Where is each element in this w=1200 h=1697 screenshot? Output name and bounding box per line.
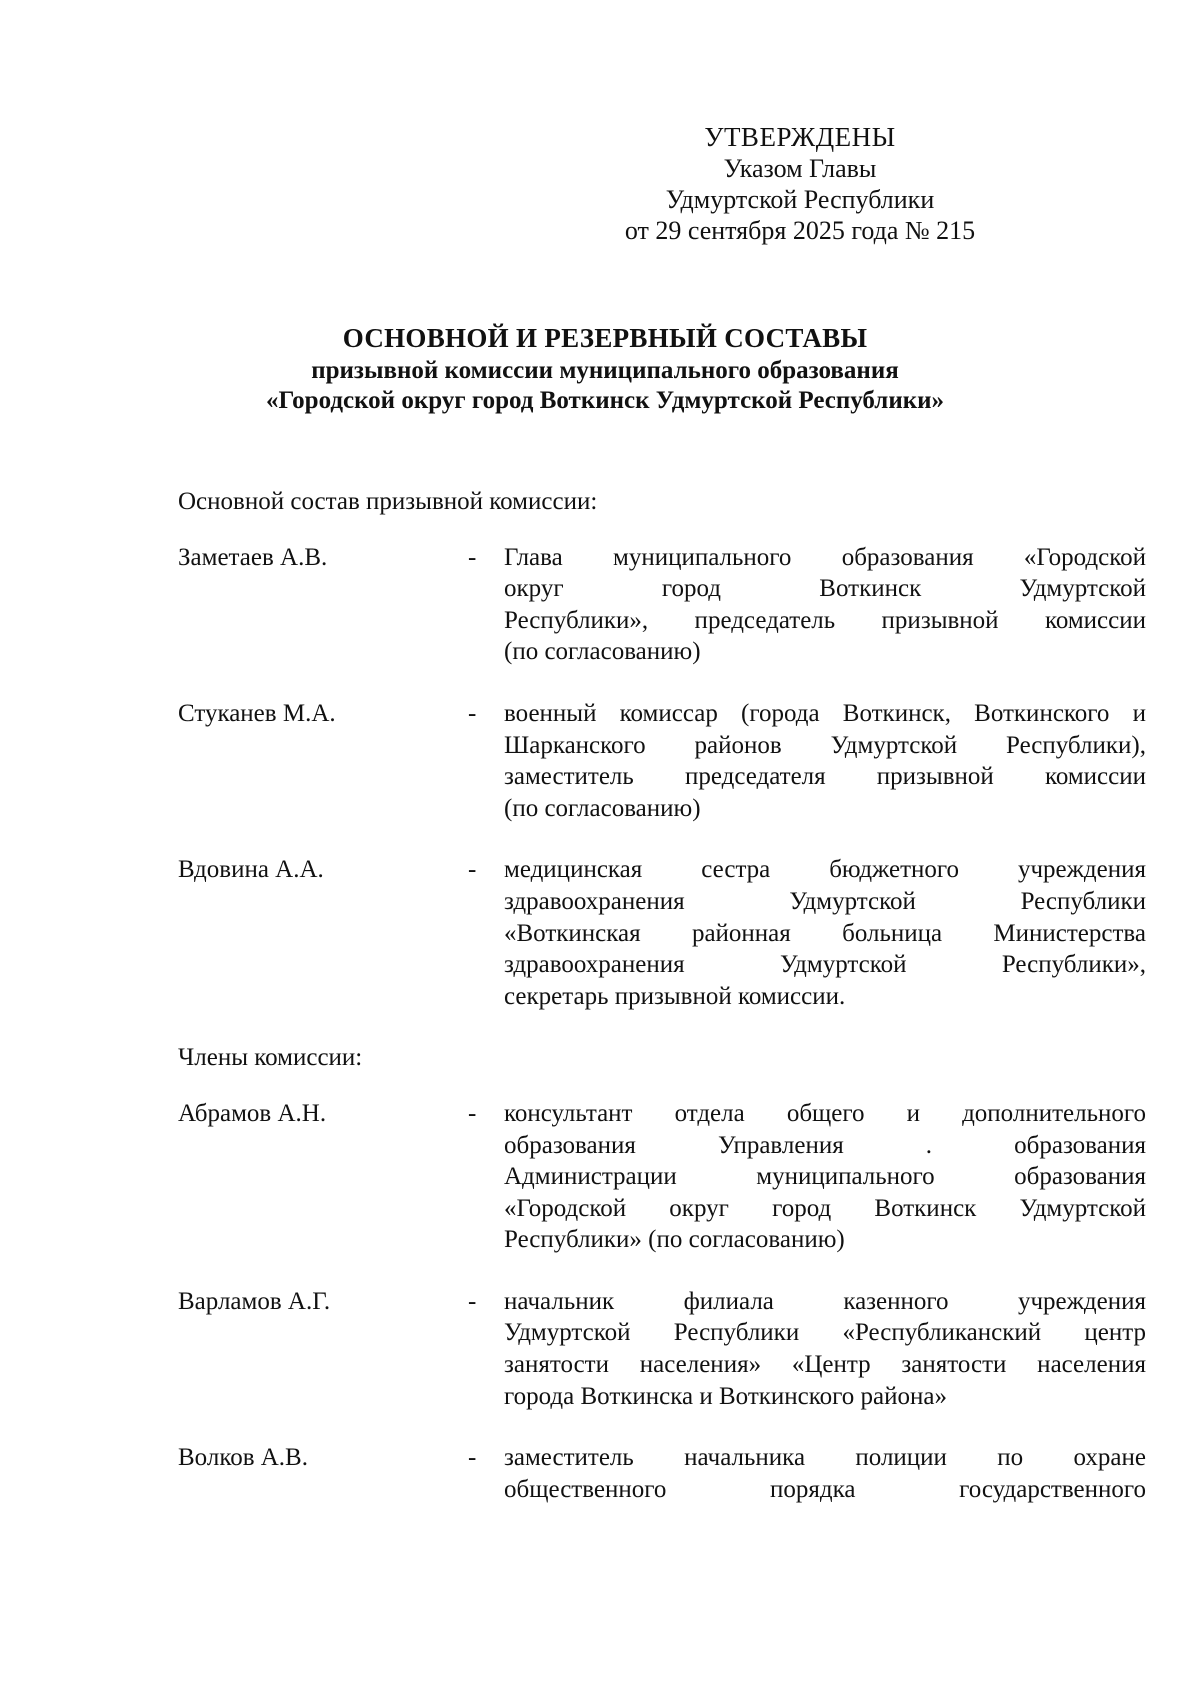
- entry-dash: -: [468, 856, 477, 884]
- main-composition-list: [178, 542, 1146, 1013]
- position-line: начальник филиала казенного учреждения: [504, 1287, 1146, 1315]
- position-line: «Городской округ город Воткинск Удмуртской: [504, 1194, 1146, 1222]
- entry-dash: -: [468, 1444, 477, 1472]
- member-position: [504, 854, 1146, 1012]
- entry-dash: -: [468, 1287, 477, 1315]
- member-name: Варламов А.Г.: [178, 1287, 331, 1315]
- commission-entry: [178, 1286, 1146, 1412]
- position-line: округ город Воткинск Удмуртской: [504, 575, 1146, 603]
- position-line: военный комиссар (города Воткинск, Воткинского и: [504, 699, 1146, 727]
- member-position: [504, 542, 1146, 668]
- member-position: [504, 1098, 1146, 1256]
- entry-dash: -: [468, 543, 477, 571]
- main-section-label: Основной состав призывной комиссии:: [178, 488, 598, 515]
- title-sub-2: «Городской округ город Воткинск Удмуртской Республики»: [265, 387, 945, 414]
- approval-line-3: от 29 сентября 2025 года № 215: [624, 216, 976, 245]
- position-line: секретарь призывной комиссии.: [504, 982, 846, 1010]
- position-line: (по согласованию): [504, 638, 701, 666]
- position-line: заместитель председателя призывной комиссии: [504, 763, 1146, 791]
- member-position: [504, 1286, 1146, 1412]
- position-line: здравоохранения Удмуртской Республики»,: [504, 951, 1146, 979]
- commission-entry: [178, 854, 1146, 1012]
- approval-line-1: Указом Главы: [723, 154, 877, 183]
- member-name: Стуканев М.А.: [178, 699, 336, 727]
- position-line: Шарканского районов Удмуртской Республики),: [504, 731, 1146, 759]
- entry-dash: -: [468, 699, 477, 727]
- position-line: общественного порядка государственного: [504, 1475, 1146, 1503]
- position-line: Администрации муниципального образования: [504, 1163, 1146, 1191]
- position-line: Удмуртской Республики «Республиканский центр: [504, 1319, 1146, 1347]
- title-sub-1: призывной комиссии муниципального образования: [311, 357, 899, 384]
- member-name: Волков А.В.: [178, 1444, 308, 1472]
- approval-stamp: [600, 122, 1000, 246]
- members-list: [178, 1098, 1146, 1506]
- approval-heading: УТВЕРЖДЕНЫ: [704, 122, 896, 152]
- position-line: медицинская сестра бюджетного учреждения: [504, 856, 1146, 884]
- position-line: занятости населения» «Центр занятости населения: [504, 1351, 1146, 1379]
- position-line: города Воткинска и Воткинского района»: [504, 1382, 947, 1410]
- document-body: [178, 486, 1146, 1535]
- commission-entry: [178, 1442, 1146, 1505]
- position-line: Республики» (по согласованию): [504, 1226, 845, 1254]
- position-line: заместитель начальника полиции по охране: [504, 1444, 1146, 1472]
- position-line: (по согласованию): [504, 794, 701, 822]
- member-position: [504, 1442, 1146, 1505]
- position-line: «Воткинская районная больница Министерства: [504, 919, 1146, 947]
- member-position: [504, 698, 1146, 824]
- entry-dash: -: [468, 1099, 477, 1127]
- position-line: Глава муниципального образования «Городской: [504, 543, 1146, 571]
- commission-entry: [178, 542, 1146, 668]
- member-name: Абрамов А.Н.: [178, 1099, 327, 1127]
- commission-entry: [178, 698, 1146, 824]
- position-line: консультант отдела общего и дополнительного: [504, 1099, 1146, 1127]
- position-line: здравоохранения Удмуртской Республики: [504, 887, 1146, 915]
- title-main: ОСНОВНОЙ И РЕЗЕРВНЫЙ СОСТАВЫ: [342, 323, 868, 353]
- document-title: [170, 320, 1040, 416]
- member-name: Вдовина А.А.: [178, 856, 324, 884]
- members-section-label: Члены комиссии:: [178, 1044, 363, 1072]
- member-name: Заметаев А.В.: [178, 543, 328, 571]
- position-line: образования Управления . образования: [504, 1131, 1146, 1159]
- approval-line-2: Удмуртской Республики: [665, 185, 935, 214]
- commission-entry: [178, 1098, 1146, 1256]
- position-line: Республики», председатель призывной комиссии: [504, 606, 1146, 634]
